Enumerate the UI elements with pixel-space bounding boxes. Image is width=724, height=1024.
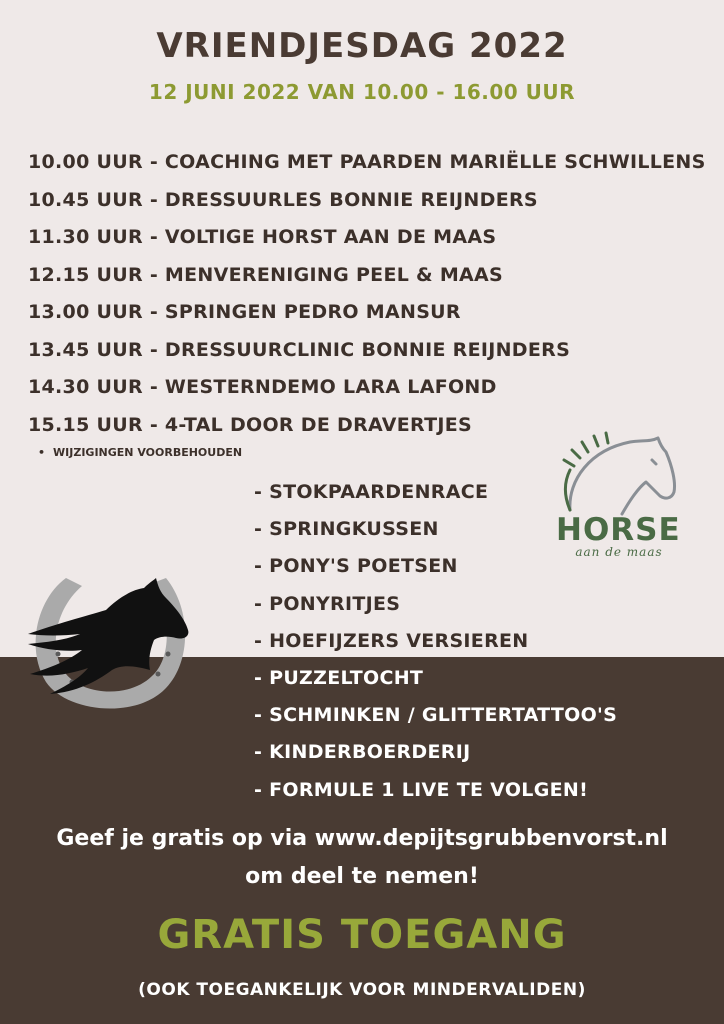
accessibility-note: (OOK TOEGANKELIJK VOOR MINDERVALIDEN) (138, 980, 586, 1000)
schedule-item: 10.45 UUR - DRESSUURLES BONNIE REIJNDERS (28, 188, 538, 211)
signup-text (0, 820, 724, 896)
signup-line-url: Geef je gratis op via www.depijtsgrubbenvorst.nl (56, 826, 668, 851)
schedule-item: 13.00 UUR - SPRINGEN PEDRO MANSUR (28, 301, 461, 323)
activity-item: - SCHMINKEN / GLITTERTATTOO'S (254, 704, 618, 727)
activity-item: - STOKPAARDENRACE (254, 481, 489, 503)
page-title: VRIENDJESDAG 2022 (156, 26, 568, 66)
schedule-item: 14.30 UUR - WESTERNDEMO LARA LAFOND (28, 376, 497, 398)
activity-item: - PONY'S POETSEN (254, 555, 458, 578)
event-date: 12 JUNI 2022 VAN 10.00 - 16.00 UUR (148, 80, 576, 104)
schedule-list (28, 148, 708, 448)
free-entry-headline: GRATIS TOEGANG (157, 912, 567, 958)
activities-list (254, 478, 694, 813)
activity-item: - PUZZELTOCHT (254, 666, 424, 689)
disclaimer-note (38, 446, 242, 459)
activity-item: - KINDERBOERDERIJ (254, 741, 471, 764)
activity-item: - SPRINGKUSSEN (254, 518, 439, 541)
disclaimer-text: WIJZIGINGEN VOORBEHOUDEN (53, 446, 243, 459)
logo-wordmark: HORSE (556, 512, 681, 548)
signup-line-cta: om deel te nemen! (245, 864, 479, 889)
activity-item: - FORMULE 1 LIVE TE VOLGEN! (254, 778, 589, 801)
schedule-item: 11.30 UUR - VOLTIGE HORST AAN DE MAAS (28, 226, 497, 248)
horseshoe-horse-icon (26, 570, 196, 720)
schedule-item: 12.15 UUR - MENVERENIGING PEEL & MAAS (28, 263, 504, 286)
logo-tagline: aan de maas (575, 545, 663, 559)
schedule-item: 10.00 UUR - COACHING MET PAARDEN MARIËLLE SCHWILLENS (28, 151, 706, 173)
schedule-item: 15.15 UUR - 4-TAL DOOR DE DRAVERTJES (28, 413, 472, 436)
activity-item: - PONYRITJES (254, 592, 401, 615)
schedule-item: 13.45 UUR - DRESSUURCLINIC BONNIE REIJNDERS (28, 338, 571, 361)
bullet-icon: • (38, 446, 46, 459)
activity-item: - HOEFIJZERS VERSIEREN (254, 629, 529, 652)
